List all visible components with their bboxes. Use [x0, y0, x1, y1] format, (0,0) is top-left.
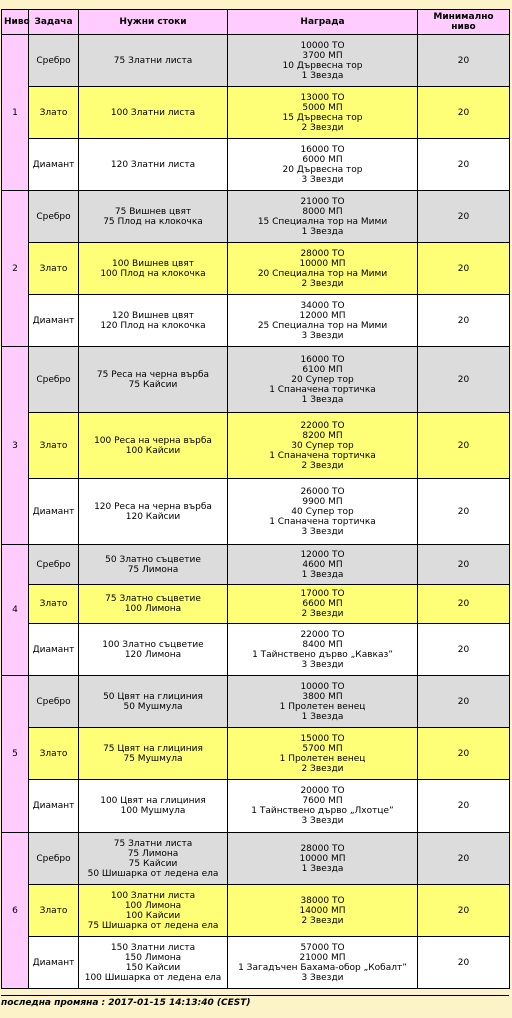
reward-line: 2 Звезди	[301, 915, 344, 926]
reward-line: 9900 МП	[302, 496, 343, 507]
task-cell: Диамант	[29, 479, 79, 545]
reward-line: 15 Специална тор на Мими	[257, 216, 388, 227]
table-row	[2, 833, 510, 885]
task-cell: Сребро	[29, 833, 79, 885]
table-row	[2, 885, 510, 937]
reward-line: 3 Звезди	[301, 526, 344, 537]
reward-line: 20 Специална тор на Мими	[257, 268, 388, 279]
reward-line: 10000 ТО	[300, 681, 345, 692]
last-modified: последна промяна : 2017-01-15 14:13:40 (CEST)	[1, 995, 509, 1010]
goods-line: 75 Златни листа	[113, 838, 193, 849]
goods-line: 100 Лимона	[124, 604, 182, 614]
goods-cell	[79, 885, 228, 937]
table-row	[2, 780, 510, 833]
task-cell: Диамант	[29, 139, 79, 191]
goods-cell	[79, 728, 228, 780]
goods-line: 75 Реса на черна върба	[96, 369, 210, 380]
reward-line: 20000 ТО	[300, 786, 345, 796]
header-row	[2, 10, 510, 35]
reward-cell	[228, 479, 418, 545]
reward-line: 57000 ТО	[300, 942, 345, 953]
min-level-cell: 20	[418, 585, 510, 624]
task-cell: Сребро	[29, 191, 79, 243]
task-cell: Диамант	[29, 937, 79, 989]
reward-line: 2 Звезди	[301, 460, 344, 471]
reward-line: 7600 МП	[302, 796, 343, 806]
reward-cell	[228, 243, 418, 295]
reward-line: 1 Звезда	[301, 711, 344, 722]
task-cell: Злато	[29, 413, 79, 479]
table-row	[2, 191, 510, 243]
reward-cell	[228, 191, 418, 243]
reward-line: 21000 МП	[299, 952, 346, 963]
goods-line: 100 Шишарка от ледена ела	[84, 972, 222, 983]
reward-line: 28000 ТО	[300, 843, 345, 854]
table-row	[2, 87, 510, 139]
goods-line: 100 Вишнев цвят	[112, 258, 194, 269]
goods-line: 150 Кайсии	[125, 962, 181, 973]
goods-line: 100 Златни листа	[110, 890, 196, 901]
reward-line: 2 Звезди	[301, 763, 344, 774]
reward-line: 3 Звезди	[301, 659, 344, 670]
goods-line: 50 Златно съцветие	[105, 554, 201, 565]
goods-line: 150 Златни листа	[110, 942, 196, 953]
goods-cell	[79, 243, 228, 295]
reward-line: 1 Пролетен венец	[279, 753, 366, 764]
reward-line: 1 Звезда	[301, 569, 344, 580]
min-level-cell: 20	[418, 35, 510, 87]
task-cell: Диамант	[29, 780, 79, 833]
goods-line: 75 Вишнев цвят	[114, 206, 192, 217]
table-row	[2, 585, 510, 624]
goods-line: 120 Кайсии	[125, 511, 181, 522]
reward-line: 8400 МП	[302, 639, 343, 650]
min-level-cell: 20	[418, 728, 510, 780]
reward-line: 8200 МП	[302, 430, 343, 441]
table-row	[2, 243, 510, 295]
reward-line: 16000 ТО	[300, 354, 345, 365]
goods-line: 120 Вишнев цвят	[112, 310, 194, 321]
table-row	[2, 413, 510, 479]
reward-line: 1 Звезда	[301, 394, 344, 405]
reward-line: 30 Супер тор	[291, 440, 354, 451]
reward-cell	[228, 885, 418, 937]
min-level-cell: 20	[418, 87, 510, 139]
reward-cell	[228, 545, 418, 585]
reward-line: 21000 ТО	[300, 196, 345, 207]
level-cell: 6	[2, 833, 29, 989]
table-row	[2, 347, 510, 413]
table-row	[2, 624, 510, 676]
goods-line: 100 Цвят на глициния	[100, 796, 206, 806]
reward-line: 1 Спаначена тортичка	[269, 450, 376, 461]
goods-cell	[79, 35, 228, 87]
goods-line: 75 Златни листа	[113, 55, 193, 66]
reward-line: 6600 МП	[302, 599, 343, 609]
goods-line: 100 Плод на клокочка	[100, 268, 206, 279]
header-min-level: Минимално ниво	[418, 10, 510, 35]
table-row	[2, 728, 510, 780]
goods-cell	[79, 780, 228, 833]
level-cell: 2	[2, 191, 29, 347]
reward-cell	[228, 676, 418, 728]
reward-line: 3 Звезди	[301, 972, 344, 983]
reward-line: 10000 ТО	[300, 40, 345, 51]
reward-line: 17000 ТО	[300, 589, 345, 599]
goods-line: 75 Шишарка от ледена ела	[87, 920, 219, 931]
reward-cell	[228, 87, 418, 139]
table-row	[2, 479, 510, 545]
reward-line: 12000 МП	[299, 310, 346, 321]
goods-line: 120 Лимона	[124, 649, 182, 660]
reward-line: 1 Загадъчен Бахама-обор „Кобалт”	[238, 962, 407, 973]
reward-line: 8000 МП	[302, 206, 343, 217]
goods-line: 75 Цвят на глициния	[103, 743, 203, 754]
goods-line: 50 Шишарка от ледена ела	[87, 868, 219, 879]
level-cell: 5	[2, 676, 29, 833]
goods-line: 75 Кайсии	[128, 858, 178, 869]
reward-cell	[228, 937, 418, 989]
reward-line: 2 Звезди	[301, 122, 344, 133]
task-cell: Злато	[29, 243, 79, 295]
task-cell: Сребро	[29, 545, 79, 585]
reward-line: 13000 ТО	[300, 92, 345, 103]
task-cell: Злато	[29, 885, 79, 937]
table-row	[2, 35, 510, 87]
task-cell: Сребро	[29, 676, 79, 728]
goods-line: 100 Златно съцветие	[102, 639, 204, 650]
task-cell: Сребро	[29, 35, 79, 87]
reward-line: 1 Звезда	[301, 863, 344, 874]
reward-line: 28000 ТО	[300, 248, 345, 259]
goods-line: 75 Лимона	[127, 564, 179, 575]
min-level-cell: 20	[418, 624, 510, 676]
reward-line: 1 Спаначена тортичка	[269, 384, 376, 395]
reward-line: 34000 ТО	[300, 300, 345, 311]
goods-line: 120 Златни листа	[110, 159, 196, 170]
goods-cell	[79, 479, 228, 545]
goods-cell	[79, 545, 228, 585]
reward-line: 15000 ТО	[300, 733, 345, 744]
level-cell: 4	[2, 545, 29, 676]
reward-line: 1 Звезда	[301, 70, 344, 81]
task-cell: Злато	[29, 87, 79, 139]
table-row	[2, 545, 510, 585]
reward-line: 6000 МП	[302, 154, 343, 165]
goods-cell	[79, 295, 228, 347]
quest-table	[1, 9, 510, 989]
header-goods: Нужни стоки	[79, 10, 228, 35]
min-level-cell: 20	[418, 937, 510, 989]
goods-line: 100 Мушмула	[120, 806, 186, 816]
header-level: Ниво	[2, 10, 29, 35]
reward-cell	[228, 139, 418, 191]
reward-line: 1 Пролетен венец	[279, 701, 366, 712]
reward-line: 2 Звезди	[301, 609, 344, 619]
min-level-cell: 20	[418, 885, 510, 937]
reward-line: 10 Дървесна тор	[282, 60, 363, 71]
min-level-cell: 20	[418, 833, 510, 885]
goods-line: 75 Мушмула	[123, 753, 183, 764]
reward-line: 3800 МП	[302, 691, 343, 702]
goods-cell	[79, 139, 228, 191]
level-cell: 1	[2, 35, 29, 191]
goods-line: 100 Кайсии	[125, 445, 181, 456]
reward-line: 6100 МП	[302, 364, 343, 375]
reward-cell	[228, 624, 418, 676]
reward-line: 1 Звезда	[301, 226, 344, 237]
table-row	[2, 937, 510, 989]
quest-table-container	[1, 9, 509, 989]
goods-line: 75 Плод на клокочка	[103, 216, 203, 227]
min-level-cell: 20	[418, 347, 510, 413]
reward-cell	[228, 585, 418, 624]
reward-line: 22000 ТО	[300, 629, 345, 640]
reward-line: 4600 МП	[302, 559, 343, 570]
goods-line: 75 Лимона	[127, 848, 179, 859]
reward-cell	[228, 295, 418, 347]
reward-line: 1 Тайнствено дърво „Лхотце”	[251, 806, 394, 816]
goods-line: 150 Лимона	[124, 952, 182, 963]
goods-cell	[79, 347, 228, 413]
goods-line: 75 Златно съцветие	[105, 594, 201, 604]
goods-line: 50 Цвят на глициния	[103, 691, 203, 702]
goods-line: 50 Мушмула	[123, 701, 183, 712]
goods-cell	[79, 624, 228, 676]
reward-line: 20 Супер тор	[291, 374, 354, 385]
reward-line: 10000 МП	[299, 258, 346, 269]
reward-cell	[228, 413, 418, 479]
table-body	[2, 35, 510, 989]
min-level-cell: 20	[418, 295, 510, 347]
goods-cell	[79, 676, 228, 728]
goods-line: 120 Плод на клокочка	[100, 320, 206, 331]
reward-line: 1 Спаначена тортичка	[269, 516, 376, 527]
level-cell: 3	[2, 347, 29, 545]
min-level-cell: 20	[418, 676, 510, 728]
header-task: Задача	[29, 10, 79, 35]
table-row	[2, 295, 510, 347]
reward-line: 3 Звезди	[301, 816, 344, 826]
reward-cell	[228, 347, 418, 413]
reward-cell	[228, 833, 418, 885]
goods-line: 100 Златни листа	[110, 107, 196, 118]
task-cell: Диамант	[29, 295, 79, 347]
goods-line: 100 Реса на черна върба	[94, 435, 212, 446]
reward-line: 38000 ТО	[300, 895, 345, 906]
reward-line: 40 Супер тор	[291, 506, 354, 517]
reward-line: 5000 МП	[302, 102, 343, 113]
reward-line: 16000 ТО	[300, 144, 345, 155]
reward-line: 14000 МП	[299, 905, 346, 916]
goods-cell	[79, 413, 228, 479]
min-level-cell: 20	[418, 479, 510, 545]
reward-cell	[228, 728, 418, 780]
goods-cell	[79, 191, 228, 243]
min-level-cell: 20	[418, 545, 510, 585]
min-level-cell: 20	[418, 780, 510, 833]
goods-cell	[79, 833, 228, 885]
min-level-cell: 20	[418, 191, 510, 243]
goods-cell	[79, 937, 228, 989]
table-row	[2, 676, 510, 728]
header-reward: Награда	[228, 10, 418, 35]
table-row	[2, 139, 510, 191]
reward-line: 20 Дървесна тор	[282, 164, 363, 175]
min-level-cell: 20	[418, 413, 510, 479]
reward-line: 25 Специална тор на Мими	[257, 320, 388, 331]
reward-line: 15 Дървесна тор	[282, 112, 363, 123]
reward-line: 2 Звезди	[301, 278, 344, 289]
reward-cell	[228, 35, 418, 87]
min-level-cell: 20	[418, 243, 510, 295]
min-level-cell: 20	[418, 139, 510, 191]
reward-line: 3 Звезди	[301, 174, 344, 185]
reward-line: 10000 МП	[299, 853, 346, 864]
reward-line: 5700 МП	[302, 743, 343, 754]
goods-cell	[79, 87, 228, 139]
task-cell: Диамант	[29, 624, 79, 676]
reward-line: 12000 ТО	[300, 549, 345, 560]
goods-cell	[79, 585, 228, 624]
reward-line: 22000 ТО	[300, 420, 345, 431]
goods-line: 75 Кайсии	[128, 379, 178, 390]
task-cell: Сребро	[29, 347, 79, 413]
task-cell: Злато	[29, 585, 79, 624]
reward-cell	[228, 780, 418, 833]
reward-line: 3700 МП	[302, 50, 343, 61]
reward-line: 26000 ТО	[300, 486, 345, 497]
task-cell: Злато	[29, 728, 79, 780]
goods-line: 120 Реса на черна върба	[94, 501, 212, 512]
goods-line: 100 Лимона	[124, 900, 182, 911]
reward-line: 3 Звезди	[301, 330, 344, 341]
reward-line: 1 Тайнствено дърво „Кавказ”	[252, 649, 393, 660]
goods-line: 100 Кайсии	[125, 910, 181, 921]
